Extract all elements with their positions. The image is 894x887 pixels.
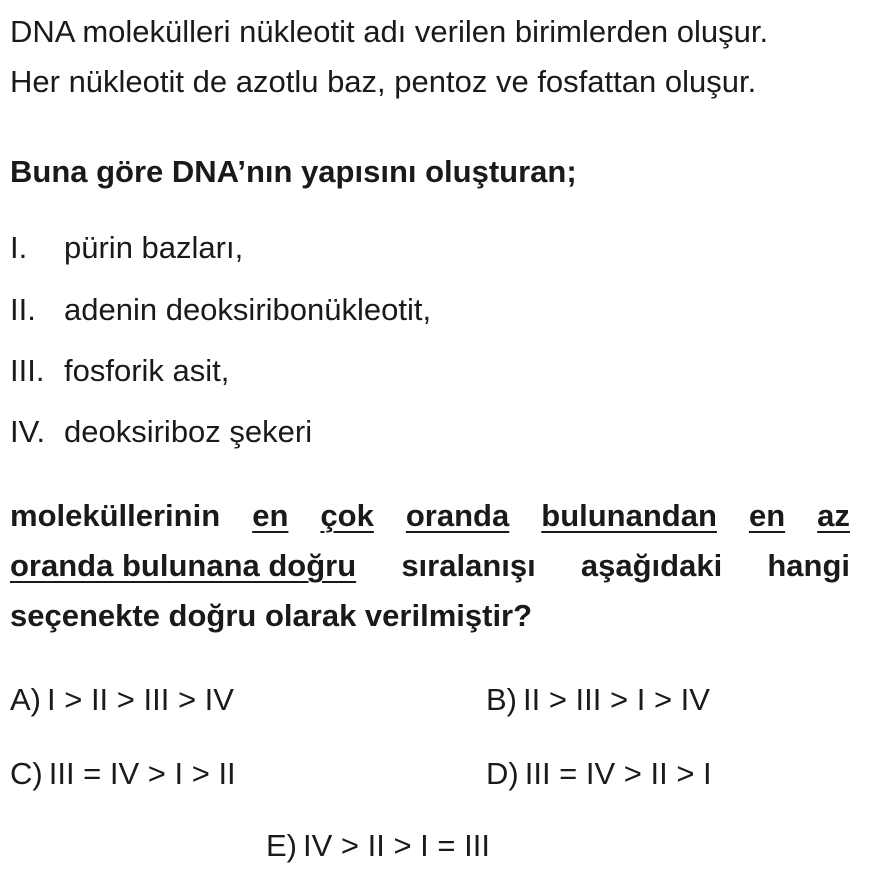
underlined-word: çok [320, 498, 374, 533]
question-word: hangi [767, 548, 850, 583]
intro-line-1: DNA molekülleri nükleotit adı verilen birimlerden oluşur. [10, 14, 769, 49]
question-word: sıralanışı [401, 548, 536, 583]
item-text: adenin deoksiribonükleotit, [64, 292, 432, 327]
item-number: IV. [10, 414, 46, 449]
option-label: E) [266, 828, 297, 863]
option-text: I > II > III > IV [47, 682, 234, 717]
lead-sentence: Buna göre DNA’nın yapısını oluşturan; [10, 154, 577, 189]
question-word: aşağıdaki [580, 548, 723, 583]
underlined-word: en [748, 498, 786, 533]
underlined-word: bulunandan [541, 498, 717, 533]
option-text: II > III > I > IV [523, 682, 710, 717]
item-text: deoksiriboz şekeri [64, 414, 313, 449]
option-c[interactable] [10, 756, 236, 792]
option-label: B) [486, 682, 517, 717]
underlined-word: oranda [405, 498, 510, 533]
item-number: I. [10, 230, 28, 265]
option-d[interactable] [486, 756, 712, 792]
underlined-word: az [817, 498, 850, 533]
option-label: C) [10, 756, 43, 791]
option-b[interactable] [486, 682, 710, 718]
item-text: fosforik asit, [64, 353, 230, 388]
option-text: IV > II > I = III [303, 828, 490, 863]
item-number: III. [10, 353, 45, 388]
item-number: II. [10, 292, 36, 327]
option-label: D) [486, 756, 519, 791]
question-line-2 [10, 548, 850, 584]
underlined-phrase: oranda bulunana doğru [10, 548, 357, 583]
intro-line-2: Her nükleotit de azotlu baz, pentoz ve fosfattan oluşur. [10, 64, 757, 99]
option-text: III = IV > I > II [48, 756, 236, 791]
option-text: III = IV > II > I [524, 756, 712, 791]
question-line-1 [10, 498, 850, 534]
question-word: moleküllerinin [10, 498, 221, 533]
option-label: A) [10, 682, 41, 717]
option-e[interactable] [266, 828, 490, 864]
question-line-3: seçenekte doğru olarak verilmiştir? [10, 598, 533, 633]
item-text: pürin bazları, [64, 230, 244, 265]
underlined-word: en [252, 498, 289, 533]
option-a[interactable] [10, 682, 234, 718]
